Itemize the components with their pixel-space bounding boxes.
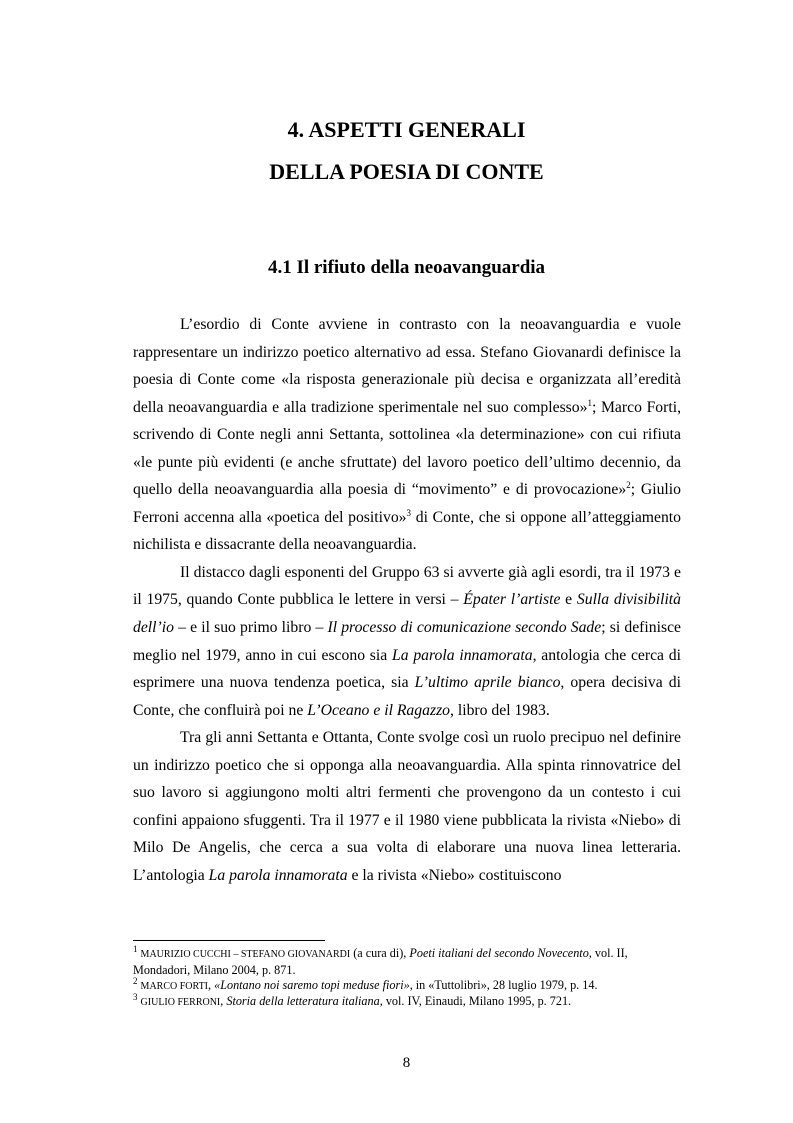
section-heading: 4.1 Il rifiuto della neoavanguardia	[267, 257, 546, 278]
title-parola-2: La parola innamorata	[208, 866, 348, 884]
footnote-separator	[133, 940, 325, 941]
chapter-title-line-1: 4. ASPETTI GENERALI	[287, 117, 526, 142]
footnote-2: $^2$ MARCO FORTI, «Lontano noi saremo topi meduse fiori», in «Tuttolibri», 28 luglio 1979, p. 14.	[133, 975, 598, 992]
footnote-ref-3: 3	[406, 507, 412, 518]
title-oceano: L’Oceano e il Ragazzo	[307, 701, 451, 719]
paragraph-3: Tra gli anni Settanta e Ottanta, Conte svolge così un ruolo precipuo nel definire un indirizzo poetico che si opponga alla neoavanguardia. Alla spinta rinnovatrice del suo lavoro si aggiungono molti altri fermenti che provengono da un contesto i cui confini appaiono sfuggenti. Tra il 1977 e il 1980 viene pubblicata la rivista «Niebo» di Milo De Angelis, che cerca a sua volta di elaborare una nuova linea letteraria. L’antologia La parola innamorata e la rivista «Niebo» costituiscono	[133, 729, 681, 884]
chapter-title-line-2: DELLA POESIA DI CONTE	[269, 159, 544, 184]
footnote-ref-2: 2	[626, 480, 631, 491]
footnote-3: $^3$ GIULIO FERRONI, Storia della letteratura italiana, vol. IV, Einaudi, Milano 1995, p. 721.	[133, 992, 572, 1009]
title-divisibilita: Sulla divisibilità dell’io	[133, 591, 682, 637]
page-number: 8	[402, 1055, 411, 1071]
title-processo: Il processo di comunicazione secondo Sade	[327, 619, 602, 637]
footnotes	[133, 943, 681, 1011]
title-epater: Épater l’artiste	[463, 591, 561, 609]
title-aprile: L’ultimo aprile bianco	[414, 674, 561, 692]
title-parola: La parola innamorata	[392, 646, 533, 664]
paragraph-1: L’esordio di Conte avviene in contrasto con la neoavanguardia e vuole rappresentare un indirizzo poetico alternativo ad essa. Stefano Giovanardi definisce la poesia di Conte come «la risposta generazionale più decisa e organizzata all’eredità della neoavanguardia e alla tradizione sperimentale nel suo complesso»$^1$; Marco Forti, scrivendo di Conte negli anni Settanta, sottolinea «la determinazione» con cui rifiuta «le punte più evidenti (e anche sfruttate) del lavoro poetico dell’ultimo decennio, da quello della neoavanguardia alla poesia di “movimento” e di provocazione»$^2$; Giulio Ferroni accenna alla «poetica del positivo»$^3$ di Conte, che si oppone all’atteggiamento nichilista e dissacrante della neoavanguardia.	[133, 316, 682, 554]
paragraph-2: Il distacco dagli esponenti del Gruppo 63 si avverte già agli esordi, tra il 1973 e il 1975, quando Conte pubblica le lettere in versi – Épater l’artiste e Sulla divisibilità dell’io – e il suo primo libro – Il processo di comunicazione secondo Sade; si definisce meglio nel 1979, anno in cui escono sia La parola innamorata, antologia che cerca di esprimere una nuova tendenza poetica, sia L’ultimo aprile bianco, opera decisiva di Conte, che confluirà poi ne L’Oceano e il Ragazzo, libro del 1983.	[133, 563, 682, 719]
body-text	[133, 311, 681, 889]
footnote-1: $^1$ MAURIZIO CUCCHI – STEFANO GIOVANARDI (a cura di), Poeti italiani del secondo Novecento, vol. II, Mondadori, Milano 2004, p. 871.	[133, 943, 628, 977]
footnote-ref-1: 1	[587, 397, 592, 408]
